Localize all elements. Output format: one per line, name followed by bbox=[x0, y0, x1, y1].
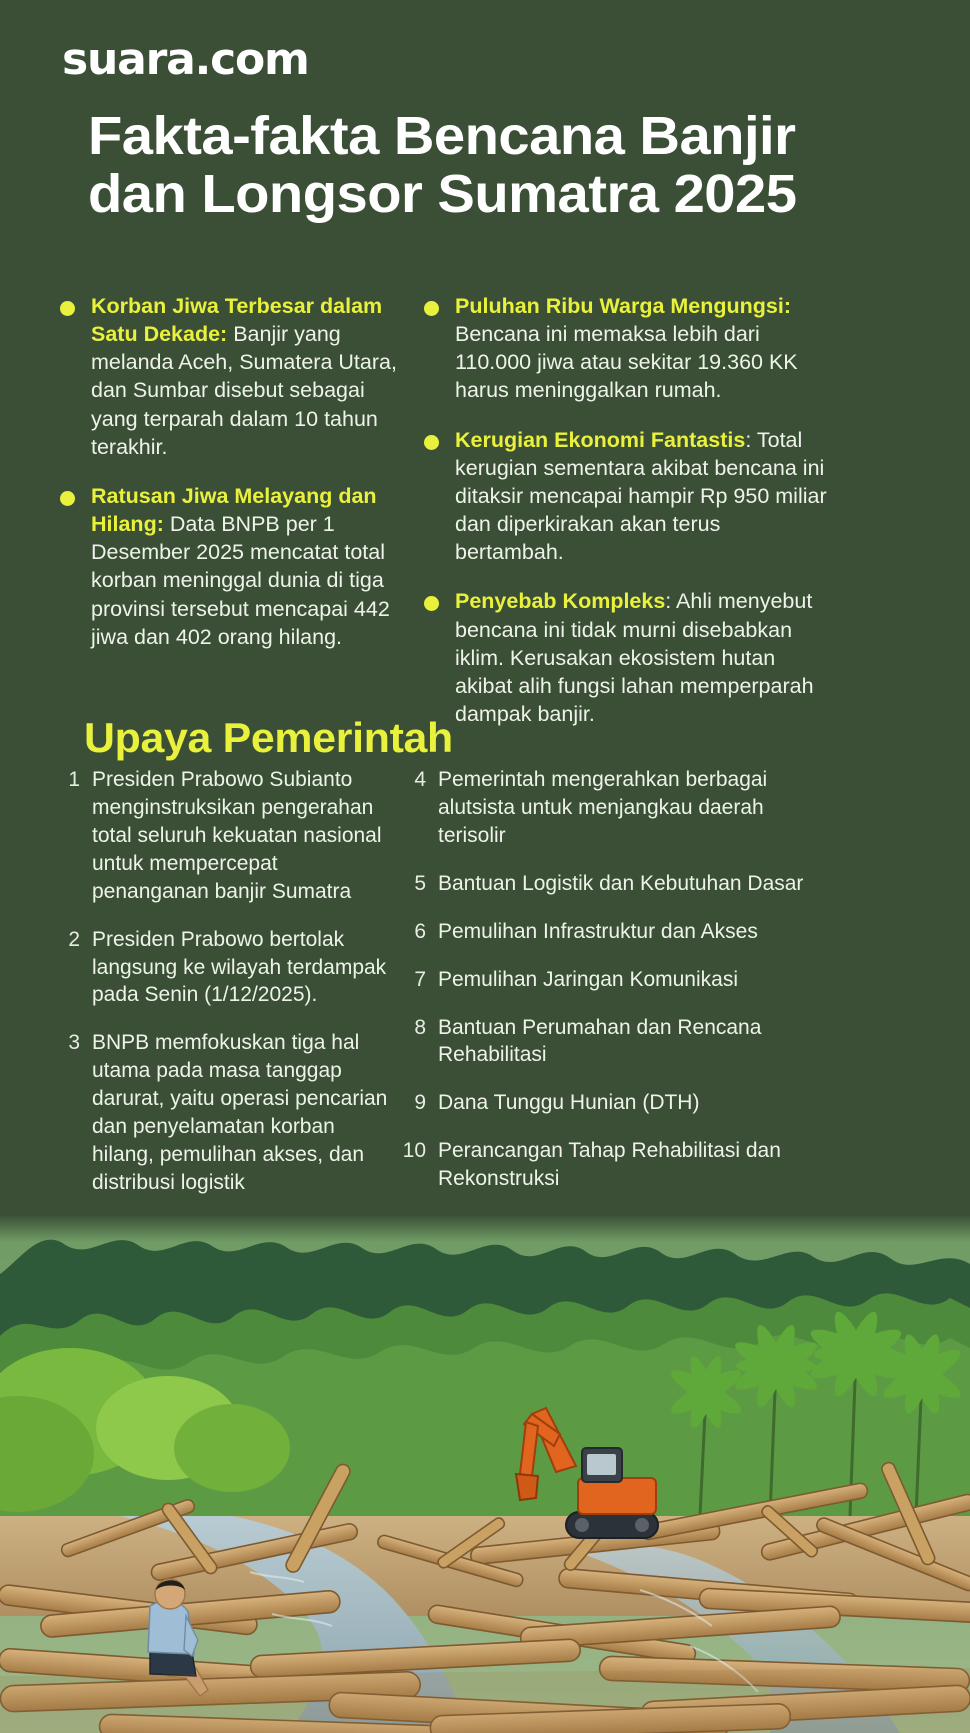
list-item bbox=[398, 766, 828, 850]
bullet-dot-icon bbox=[60, 301, 75, 316]
fact-item bbox=[422, 426, 834, 567]
bullet-dot-icon bbox=[60, 491, 75, 506]
step-number: 1 bbox=[68, 768, 80, 791]
step-number: 7 bbox=[414, 967, 426, 991]
step-number: 5 bbox=[414, 871, 426, 895]
fact-body bbox=[91, 482, 408, 651]
list-item bbox=[398, 1089, 828, 1117]
step-number: 8 bbox=[414, 1015, 426, 1039]
bullet-dot-icon bbox=[424, 596, 439, 611]
step-text: BNPB memfokuskan tiga hal utama pada masa tanggap darurat, yaitu operasi pencarian dan penyelamatan korban hilang, pemulihan akses, dan distribusi logistik bbox=[92, 1031, 388, 1194]
fact-text: Data BNPB per 1 Desember 2025 mencatat total korban meninggal dunia di tiga provinsi tersebut mencapai 442 jiwa dan 402 orang hilang. bbox=[91, 512, 390, 649]
list-item bbox=[398, 1137, 828, 1193]
step-text: Presiden Prabowo Subianto menginstruksikan pengerahan total seluruh kekuatan nasional untuk mempercepat penanganan banjir Sumatra bbox=[92, 768, 382, 903]
step-text: Bantuan Perumahan dan Rencana Rehabilitasi bbox=[438, 1015, 762, 1067]
list-item bbox=[52, 926, 400, 1010]
fact-lead: Korban Jiwa Terbesar dalam Satu Dekade: bbox=[91, 294, 383, 347]
fact-lead: Kerugian Ekonomi Fantastis bbox=[455, 427, 746, 452]
facts-column-right bbox=[422, 292, 834, 749]
disaster-illustration bbox=[0, 1216, 970, 1733]
brand-logo: suara.com bbox=[62, 34, 309, 85]
bullet-dot-icon bbox=[424, 435, 439, 450]
step-text: Pemulihan Jaringan Komunikasi bbox=[438, 967, 738, 991]
bullet-dot-icon bbox=[424, 301, 439, 316]
fact-body bbox=[91, 292, 408, 461]
list-item bbox=[52, 1029, 400, 1197]
steps-column-right bbox=[398, 766, 828, 1213]
list-item bbox=[398, 1014, 828, 1070]
step-number: 6 bbox=[414, 919, 426, 943]
step-number: 4 bbox=[414, 768, 426, 791]
step-number: 9 bbox=[414, 1091, 426, 1115]
steps-column-left bbox=[52, 766, 400, 1217]
step-text: Pemerintah mengerahkan berbagai alutsista untuk menjangkau daerah terisolir bbox=[438, 768, 768, 847]
fact-item bbox=[422, 292, 834, 405]
fact-text: Bencana ini memaksa lebih dari 110.000 jiwa atau sekitar 19.360 KK harus meninggalkan rumah. bbox=[455, 322, 798, 403]
fact-lead: Ratusan Jiwa Melayang dan Hilang: bbox=[91, 483, 377, 537]
step-text: Perancangan Tahap Rehabilitasi dan Rekonstruksi bbox=[438, 1139, 781, 1191]
fact-item bbox=[422, 587, 834, 728]
facts-column-left bbox=[58, 292, 408, 672]
section-heading-upaya-pemerintah: Upaya Pemerintah bbox=[84, 714, 453, 761]
step-number: 10 bbox=[402, 1139, 426, 1163]
fact-body bbox=[455, 292, 834, 405]
step-text: Presiden Prabowo bertolak langsung ke wilayah terdampak pada Senin (1/12/2025). bbox=[92, 927, 387, 1007]
illustration-svg bbox=[0, 1216, 970, 1733]
fact-text: : Total kerugian sementara akibat bencana ini ditaksir mencapai hampir Rp 950 miliar dan diperkirakan akan terus bertambah. bbox=[455, 427, 827, 565]
step-number: 2 bbox=[68, 927, 80, 951]
list-item bbox=[398, 966, 828, 994]
page-title-line-2: dan Longsor Sumatra 2025 bbox=[88, 163, 797, 224]
fact-text: Banjir yang melanda Aceh, Sumatera Utara, dan Sumbar disebut sebagai yang terparah dalam 10 tahun terakhir. bbox=[91, 322, 397, 459]
list-item bbox=[398, 870, 828, 898]
fact-body bbox=[455, 426, 834, 567]
step-text: Pemulihan Infrastruktur dan Akses bbox=[438, 919, 758, 943]
fact-text: : Ahli menyebut bencana ini tidak murni disebabkan iklim. Kerusakan ekosistem hutan akibat alih fungsi lahan memperparah dampak banjir. bbox=[455, 589, 814, 727]
fact-item bbox=[58, 292, 408, 461]
fact-lead: Puluhan Ribu Warga Mengungsi: bbox=[455, 294, 792, 318]
step-number: 3 bbox=[68, 1031, 80, 1055]
list-item bbox=[398, 918, 828, 946]
step-text: Dana Tunggu Hunian (DTH) bbox=[438, 1091, 700, 1115]
fact-lead: Penyebab Kompleks bbox=[455, 589, 666, 614]
page-title-line-1: Fakta-fakta Bencana Banjir bbox=[88, 106, 796, 166]
fact-body bbox=[455, 587, 834, 728]
list-item bbox=[52, 766, 400, 906]
step-text: Bantuan Logistik dan Kebutuhan Dasar bbox=[438, 871, 804, 895]
page-title bbox=[88, 108, 951, 224]
fact-item bbox=[58, 482, 408, 651]
